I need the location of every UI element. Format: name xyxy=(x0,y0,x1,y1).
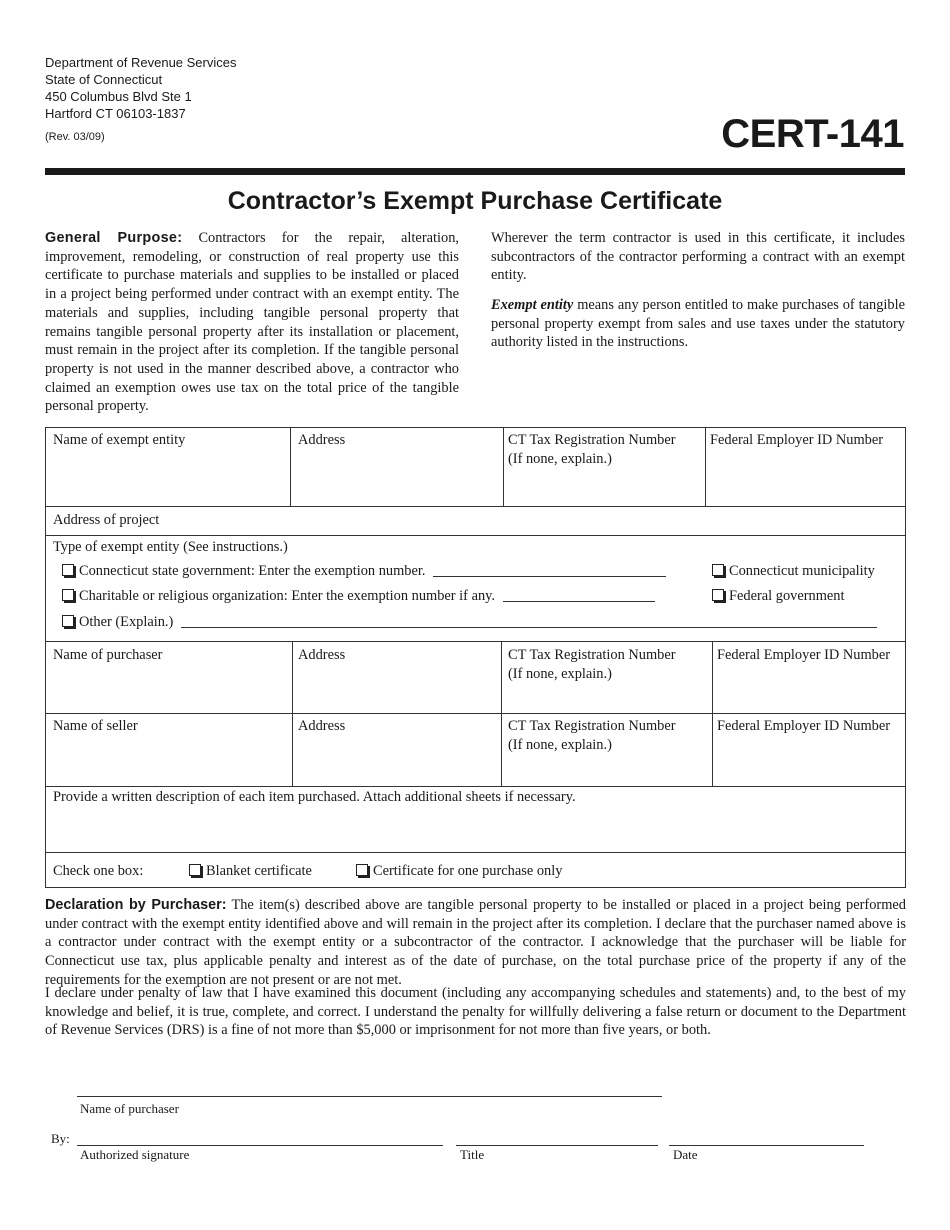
divider xyxy=(712,713,713,786)
form-number: CERT-141 xyxy=(721,112,904,156)
purchaser-name-label: Name of purchaser xyxy=(80,1101,179,1116)
dept-line: State of Connecticut xyxy=(45,72,163,87)
blanket-certificate-option[interactable] xyxy=(189,862,312,881)
exempt-entity-fein-field[interactable]: Federal Employer ID Number xyxy=(710,432,884,448)
purchaser-declaration xyxy=(45,896,906,990)
divider xyxy=(705,428,706,506)
checkbox-icon[interactable] xyxy=(62,564,74,576)
ct-municipality-label: Connecticut municipality xyxy=(729,563,875,579)
purchaser-address-field[interactable]: Address xyxy=(298,647,346,663)
divider xyxy=(503,428,504,506)
other-label: Other (Explain.) xyxy=(79,614,174,630)
dept-line: 450 Columbus Blvd Ste 1 xyxy=(45,89,192,104)
general-purpose-paragraph xyxy=(45,229,459,416)
exempt-entity-text: means any person entitled to make purchases of tangible personal property exempt from sales and use taxes under the statutory authority listed in the instructions. xyxy=(491,297,905,351)
exempt-entity-definition xyxy=(491,296,905,352)
revision-date: (Rev. 03/09) xyxy=(45,131,105,143)
dept-line: Hartford CT 06103-1837 xyxy=(45,106,186,121)
declaration-label: Declaration by Purchaser: xyxy=(45,897,227,913)
ct-tax-label: CT Tax Registration Number xyxy=(508,718,676,734)
title-line[interactable] xyxy=(456,1145,658,1146)
authorized-signature-line[interactable] xyxy=(77,1145,443,1146)
checkbox-icon[interactable] xyxy=(712,564,724,576)
authorized-signature-label: Authorized signature xyxy=(80,1147,190,1162)
page-title: Contractor’s Exempt Purchase Certificate xyxy=(227,187,723,215)
divider xyxy=(46,713,905,714)
general-purpose-text: Contractors for the repair, alteration, improvement, remodeling, or construction of real property use this certificate to purchase materials and supplies to be installed or placed in a project being performed under contract with an exempt entity. The materials and supplies, including tangible personal property that remains tangible personal property after its installation or placement, must remain in the project after its completion. If the tangible personal property is not used in the manner described above, a contractor who claimed an exemption owes use tax on the total price of the tangible personal property. xyxy=(45,230,459,415)
purchaser-name-line[interactable] xyxy=(77,1096,662,1097)
exempt-entity-address-field[interactable]: Address xyxy=(298,432,346,448)
other-option[interactable] xyxy=(62,613,877,632)
divider xyxy=(290,428,291,506)
date-line[interactable] xyxy=(669,1145,864,1146)
divider xyxy=(292,713,293,786)
checkbox-icon[interactable] xyxy=(62,615,74,627)
divider xyxy=(501,713,502,786)
seller-name-field[interactable]: Name of seller xyxy=(53,718,138,734)
purchaser-ct-tax-field[interactable] xyxy=(508,646,676,683)
ct-state-gov-option[interactable] xyxy=(62,562,666,581)
one-purchase-label: Certificate for one purchase only xyxy=(373,863,563,879)
item-description-field[interactable]: Provide a written description of each item purchased. Attach additional sheets if necessary. xyxy=(53,789,576,805)
exempt-entity-name-field[interactable]: Name of exempt entity xyxy=(53,432,186,448)
contractor-definition: Wherever the term contractor is used in this certificate, it includes subcontractors of the contractor performing a contract with an exempt entity. xyxy=(491,230,905,284)
ct-tax-sublabel: (If none, explain.) xyxy=(508,450,612,467)
ct-tax-label: CT Tax Registration Number xyxy=(508,432,676,448)
charitable-org-option[interactable] xyxy=(62,587,655,606)
date-label: Date xyxy=(673,1147,698,1162)
exemption-number-input[interactable] xyxy=(503,588,655,602)
checkbox-icon[interactable] xyxy=(712,589,724,601)
entity-type-label: Type of exempt entity (See instructions.) xyxy=(53,539,288,555)
ct-municipality-option[interactable] xyxy=(712,562,875,581)
one-purchase-option[interactable] xyxy=(356,862,562,881)
seller-ct-tax-field[interactable] xyxy=(508,717,676,754)
header-divider xyxy=(45,168,905,175)
federal-gov-label: Federal government xyxy=(729,588,845,604)
certificate-form xyxy=(45,427,906,888)
check-one-label: Check one box: xyxy=(53,863,144,879)
blanket-certificate-label: Blanket certificate xyxy=(206,863,312,879)
exempt-entity-label: Exempt entity xyxy=(491,297,574,313)
purchaser-fein-field[interactable]: Federal Employer ID Number xyxy=(717,647,891,663)
divider xyxy=(46,641,905,642)
ct-tax-sublabel: (If none, explain.) xyxy=(508,736,612,753)
title-label: Title xyxy=(460,1147,485,1162)
general-purpose-label: General Purpose: xyxy=(45,230,183,246)
checkbox-icon[interactable] xyxy=(356,864,368,876)
divider xyxy=(46,535,905,536)
seller-address-field[interactable]: Address xyxy=(298,718,346,734)
divider xyxy=(46,786,905,787)
checkbox-icon[interactable] xyxy=(62,589,74,601)
divider xyxy=(46,852,905,853)
ct-tax-sublabel: (If none, explain.) xyxy=(508,665,612,682)
declaration-text: The item(s) described above are tangible personal property to be installed or placed in a project being performed under contract with the exempt entity identified above and will remain in the project after its completion. I declare that the purchaser named above is a contractor under contract with the exempt entity or a subcontractor of the contractor. I acknowledge that the purchaser will be liable for Connecticut use tax, plus applicable penalty and interest as of the date of purchase, on the total purchase price of the property if any of the requirements for the exemption are not present or are not met. xyxy=(45,897,906,988)
divider xyxy=(292,641,293,713)
penalty-statement: I declare under penalty of law that I have examined this document (including any accompanying schedules and statements) and, to the best of my knowledge and belief, it is true, complete, and correct. I understand the penalty for willfully delivering a false return or document to the Department of Revenue Services (DRS) is a fine of not more than $5,000 or imprisonment for not more than five years, or both. xyxy=(45,985,906,1039)
federal-gov-option[interactable] xyxy=(712,587,844,606)
department-address xyxy=(45,54,236,122)
seller-fein-field[interactable]: Federal Employer ID Number xyxy=(717,718,891,734)
divider xyxy=(46,506,905,507)
ct-state-gov-label: Connecticut state government: Enter the exemption number. xyxy=(79,563,426,579)
checkbox-icon[interactable] xyxy=(189,864,201,876)
divider xyxy=(501,641,502,713)
by-label: By: xyxy=(51,1131,70,1146)
divider xyxy=(712,641,713,713)
purchaser-name-field[interactable]: Name of purchaser xyxy=(53,647,163,663)
project-address-field[interactable]: Address of project xyxy=(53,512,160,528)
charitable-org-label: Charitable or religious organization: Enter the exemption number if any. xyxy=(79,588,496,604)
ct-tax-label: CT Tax Registration Number xyxy=(508,647,676,663)
other-explain-input[interactable] xyxy=(181,614,877,628)
dept-line: Department of Revenue Services xyxy=(45,55,237,70)
exemption-number-input[interactable] xyxy=(433,563,666,577)
exempt-entity-ct-tax-field[interactable] xyxy=(508,431,676,468)
